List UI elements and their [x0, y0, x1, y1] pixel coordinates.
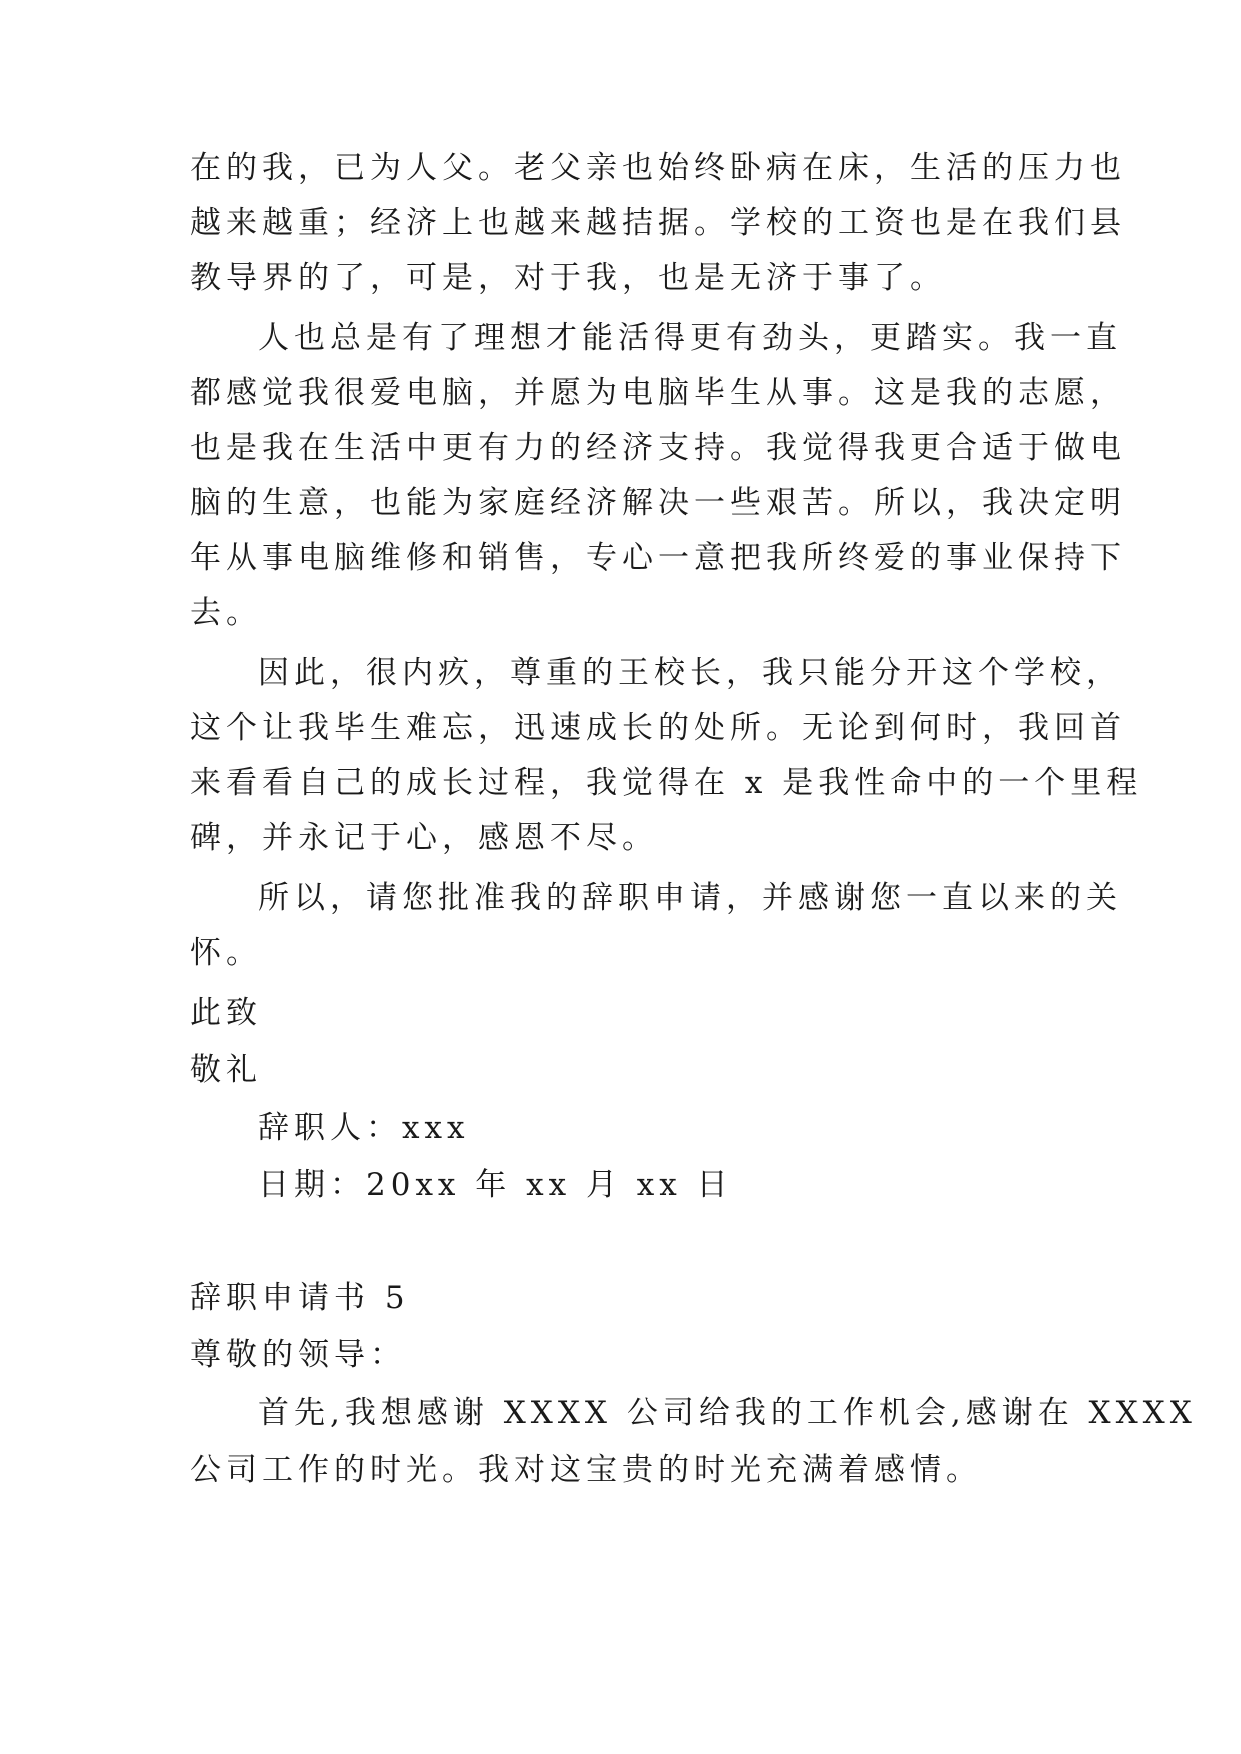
paragraph-line: 因此，很内疚，尊重的王校长，我只能分开这个学校， — [258, 655, 1122, 691]
paragraph-line: 去。 — [190, 595, 262, 631]
paragraph-line: 这个让我毕生难忘，迅速成长的处所。无论到何时，我回首 — [190, 710, 1126, 746]
salutation: 尊敬的领导： — [190, 1337, 406, 1373]
paragraph-line: 来看看自己的成长过程，我觉得在 x 是我性命中的一个里程 — [190, 765, 1143, 801]
date-line: 日期：20xx 年 xx 月 xx 日 — [258, 1167, 733, 1203]
paragraph-line: 越来越重；经济上也越来越拮据。学校的工资也是在我们县 — [190, 205, 1126, 241]
paragraph-line: 所以，请您批准我的辞职申请，并感谢您一直以来的关 — [258, 880, 1122, 916]
closing-line: 此致 — [190, 995, 262, 1031]
paragraph-line: 碑，并永记于心，感恩不尽。 — [190, 820, 658, 856]
closing-line: 敬礼 — [190, 1052, 262, 1088]
paragraph-line: 人也总是有了理想才能活得更有劲头，更踏实。我一直 — [258, 320, 1122, 356]
paragraph-line: 在的我，已为人父。老父亲也始终卧病在床，生活的压力也 — [190, 150, 1126, 186]
paragraph-line: 也是我在生活中更有力的经济支持。我觉得我更合适于做电 — [190, 430, 1126, 466]
signer-line: 辞职人：xxx — [258, 1110, 470, 1146]
paragraph-line: 首先,我想感谢 XXXX 公司给我的工作机会,感谢在 XXXX — [258, 1395, 1197, 1431]
section-title: 辞职申请书 5 — [190, 1280, 410, 1316]
paragraph-line: 怀。 — [190, 935, 262, 971]
paragraph-line: 教导界的了，可是，对于我，也是无济于事了。 — [190, 260, 946, 296]
paragraph-line: 公司工作的时光。我对这宝贵的时光充满着感情。 — [190, 1452, 982, 1488]
paragraph-line: 脑的生意，也能为家庭经济解决一些艰苦。所以，我决定明 — [190, 485, 1126, 521]
paragraph-line: 都感觉我很爱电脑，并愿为电脑毕生从事。这是我的志愿， — [190, 375, 1126, 411]
paragraph-line: 年从事电脑维修和销售，专心一意把我所终爱的事业保持下 — [190, 540, 1126, 576]
